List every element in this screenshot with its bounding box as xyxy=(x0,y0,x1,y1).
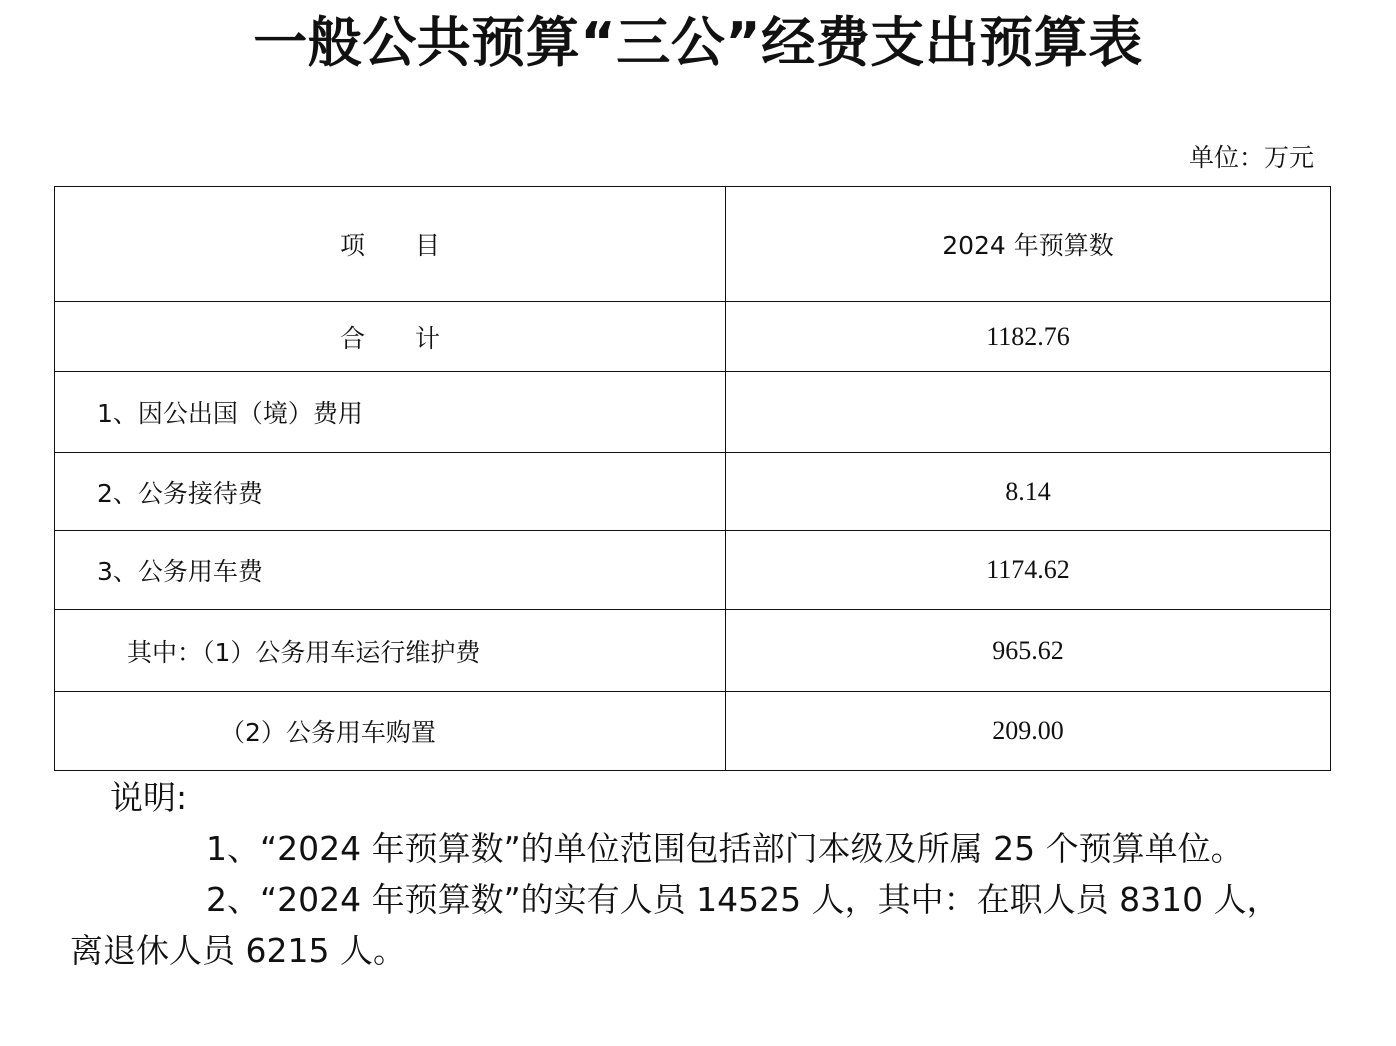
row-value xyxy=(726,372,1331,453)
table-row xyxy=(55,302,1331,372)
note-paragraph: 2、“2024 年预算数”的实有人员 14525 人，其中：在职人员 8310 人，离退休人员 6215 人。 xyxy=(70,880,1280,970)
table-row xyxy=(55,610,1331,692)
row-value: 1182.76 xyxy=(726,302,1331,372)
table-row xyxy=(55,453,1331,531)
row-label: 1、因公出国（境）费用 xyxy=(55,372,726,453)
page-title: 一般公共预算“三公”经费支出预算表 xyxy=(253,11,1143,74)
header-budget: 2024 年预算数 xyxy=(726,187,1331,302)
header-item: 项 目 xyxy=(55,187,726,302)
row-label: 3、公务用车费 xyxy=(55,531,726,610)
row-label: 其中：（1）公务用车运行维护费 xyxy=(55,610,726,692)
notes-section xyxy=(70,772,1310,976)
unit-label: 单位：万元 xyxy=(1188,143,1314,172)
table-header-row xyxy=(55,187,1331,302)
row-label: （2）公务用车购置 xyxy=(55,692,726,771)
row-value: 965.62 xyxy=(726,610,1331,692)
budget-table xyxy=(54,186,1331,771)
row-label: 2、公务接待费 xyxy=(55,453,726,531)
table-row xyxy=(55,531,1331,610)
table-row xyxy=(55,692,1331,771)
note-paragraph: 1、“2024 年预算数”的单位范围包括部门本级及所属 25 个预算单位。 xyxy=(206,829,1244,868)
row-value: 8.14 xyxy=(726,453,1331,531)
row-label: 合 计 xyxy=(55,302,726,372)
row-value: 209.00 xyxy=(726,692,1331,771)
row-value: 1174.62 xyxy=(726,531,1331,610)
table-row xyxy=(55,372,1331,453)
notes-heading: 说明: xyxy=(110,778,188,817)
